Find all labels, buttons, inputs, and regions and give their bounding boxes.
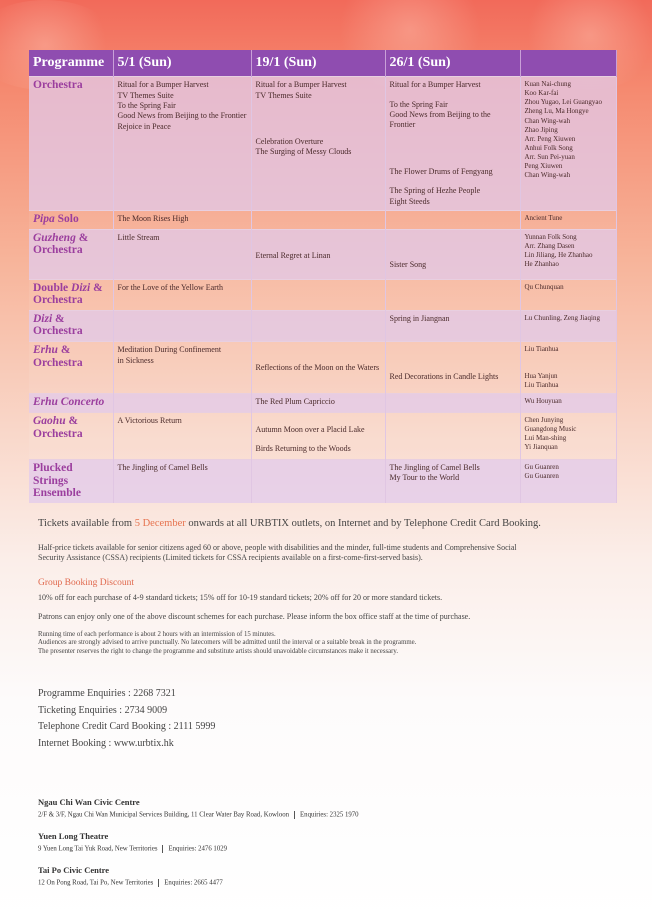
composer-name: Gu Guanren bbox=[524, 463, 559, 472]
piece-title: The Flower Drums of Fengyang bbox=[389, 166, 493, 176]
date-1-cell bbox=[113, 77, 251, 211]
venue-enquiries: Enquiries: 2476 1029 bbox=[168, 845, 228, 853]
date-2-cell bbox=[251, 310, 385, 341]
venue-name: Tai Po Civic Centre bbox=[38, 865, 110, 875]
half-price-info: Half-price tickets available for senior citizens aged 60 or above, people with disabilities and the minder, full-time students and Comprehensive Social Security Assistance (CSSA) recipients (Limited tickets for CSSA recipients available on a first-come-first-served basis). bbox=[38, 543, 517, 563]
date-1-cell bbox=[113, 394, 251, 413]
date-1-cell bbox=[113, 279, 251, 310]
table-row bbox=[29, 394, 616, 413]
divider bbox=[158, 879, 159, 887]
header-composer bbox=[520, 50, 616, 77]
piece-title: in Sickness bbox=[117, 355, 154, 365]
piece-title bbox=[256, 354, 381, 363]
composer-cell bbox=[520, 229, 616, 279]
piece-title: Good News from Beijing to the Frontier bbox=[117, 111, 247, 121]
date-3-cell bbox=[385, 229, 520, 279]
composer-name: Liu Tianhua bbox=[524, 381, 559, 390]
piece-title: Rejoice in Peace bbox=[117, 121, 171, 131]
date-2-cell bbox=[251, 77, 385, 211]
piece-title: The Jingling of Camel Bells bbox=[117, 463, 208, 473]
piece-title: TV Themes Suite bbox=[255, 90, 312, 100]
venue-address: 9 Yuen Long Tai Yuk Road, New Territories bbox=[38, 845, 158, 853]
table-row bbox=[29, 413, 616, 460]
piece-title bbox=[256, 101, 381, 110]
piece-title bbox=[256, 435, 381, 444]
composer-cell bbox=[520, 77, 616, 211]
programme-label: Orchestra bbox=[33, 79, 83, 92]
piece-title: The Jingling of Camel Bells bbox=[389, 463, 480, 473]
venue-name: Yuen Long Theatre bbox=[38, 831, 109, 841]
piece-title bbox=[390, 131, 516, 140]
composer-cell bbox=[520, 210, 616, 229]
divider bbox=[162, 845, 163, 853]
table-row bbox=[29, 342, 616, 394]
venue-name: Ngau Chi Wan Civic Centre bbox=[38, 797, 140, 807]
piece-title bbox=[390, 354, 516, 363]
piece-title: Red Decorations in Candle Lights bbox=[389, 372, 499, 382]
date-2-cell bbox=[251, 460, 385, 503]
date-3-cell bbox=[385, 460, 520, 503]
piece-title bbox=[390, 91, 516, 100]
programme-schedule-table bbox=[29, 50, 617, 503]
programme-cell bbox=[29, 413, 113, 460]
piece-title: Eternal Regret at Linan bbox=[255, 250, 331, 260]
programme-label: Erhu bbox=[33, 344, 58, 357]
patrons-notice: Patrons can enjoy only one of the above discount schemes for each purchase. Please inform the box office staff at the time of purchase. bbox=[38, 612, 471, 621]
piece-title bbox=[390, 242, 516, 251]
header-programme: Programme bbox=[29, 50, 113, 77]
piece-title bbox=[390, 363, 516, 372]
programme-label: & Orchestra bbox=[33, 415, 83, 440]
composer-cell bbox=[520, 394, 616, 413]
piece-title bbox=[256, 416, 381, 425]
date-3-cell bbox=[385, 279, 520, 310]
programme-cell bbox=[29, 229, 113, 279]
venue-address: 12 On Pong Road, Tai Po, New Territories bbox=[38, 879, 154, 887]
piece-title: The Surging of Messy Clouds bbox=[255, 147, 352, 157]
date-2-cell bbox=[251, 279, 385, 310]
piece-title: The Moon Rises High bbox=[117, 213, 189, 223]
composer-name: Lin Jiliang, He Zhanhao bbox=[524, 250, 593, 259]
piece-title: To the Spring Fair bbox=[389, 99, 448, 109]
ticketing-enquiries: Ticketing Enquiries : 2734 9009 bbox=[38, 704, 168, 716]
piece-title: Spring in Jiangnan bbox=[389, 313, 450, 323]
composer-name: Chan Wing-wah bbox=[524, 171, 571, 180]
date-1-cell bbox=[113, 342, 251, 394]
piece-title bbox=[256, 242, 381, 251]
venue-address-line bbox=[38, 879, 223, 887]
piece-title: Ritual for a Bumper Harvest bbox=[389, 80, 481, 90]
programme-label: & Orchestra bbox=[33, 281, 103, 307]
piece-title: Good News from Beijing to the Frontier bbox=[389, 109, 491, 130]
piece-title: Meditation During Confinement bbox=[117, 345, 222, 355]
group-booking-text: 10% off for each purchase of 4-9 standard tickets; 15% off for 10-19 standard tickets; 20% off for 20 or more standard tickets. bbox=[38, 593, 443, 602]
piece-title: For the Love of the Yellow Earth bbox=[117, 282, 224, 292]
piece-title: To the Spring Fair bbox=[117, 100, 176, 110]
programme-cell bbox=[29, 460, 113, 503]
venue-tai-po bbox=[38, 865, 223, 887]
table-row bbox=[29, 460, 616, 503]
header-date-1: 5/1 (Sun) bbox=[113, 50, 251, 77]
date-1-cell bbox=[113, 413, 251, 460]
piece-title: TV Themes Suite bbox=[117, 90, 174, 100]
telephone-booking: Telephone Credit Card Booking : 2111 5999 bbox=[38, 721, 216, 732]
table-row bbox=[29, 210, 616, 229]
programme-cell bbox=[29, 394, 113, 413]
composer-name: Chen Junying bbox=[524, 416, 564, 425]
composer-name: Arr. Zhang Dasen bbox=[524, 241, 575, 250]
date-2-cell bbox=[251, 394, 385, 413]
date-1-cell bbox=[113, 210, 251, 229]
programme-label: Gaohu bbox=[33, 415, 66, 428]
header-date-3: 26/1 (Sun) bbox=[385, 50, 520, 77]
piece-title: Reflections of the Moon on the Waters bbox=[255, 363, 380, 373]
composer-name: Gu Guanren bbox=[524, 472, 559, 481]
piece-title: The Red Plum Capriccio bbox=[255, 397, 335, 407]
programme-label: & Orchestra bbox=[33, 231, 89, 257]
programme-label: Guzheng bbox=[33, 231, 76, 244]
composer-cell bbox=[520, 413, 616, 460]
composer-name: Wu Houyuan bbox=[524, 397, 562, 406]
programme-label: Pipa bbox=[33, 212, 55, 225]
piece-title: Sister Song bbox=[389, 259, 427, 269]
tickets-date: 5 December bbox=[134, 518, 186, 529]
date-3-cell bbox=[385, 342, 520, 394]
programme-label: Erhu Concerto bbox=[33, 396, 105, 409]
piece-title bbox=[390, 149, 516, 158]
programme-cell bbox=[29, 342, 113, 394]
programme-cell bbox=[29, 77, 113, 211]
tickets-availability bbox=[38, 518, 628, 529]
piece-title: The Spring of Hezhe People bbox=[389, 186, 481, 196]
group-booking-title: Group Booking Discount bbox=[38, 578, 135, 588]
programme-cell bbox=[29, 279, 113, 310]
table-header-row bbox=[29, 50, 616, 77]
composer-name: Yi Jianquan bbox=[524, 443, 558, 452]
piece-title bbox=[390, 177, 516, 186]
composer-name: Peng Xiuwen bbox=[524, 162, 563, 171]
piece-title: Birds Returning to the Woods bbox=[255, 444, 351, 454]
date-1-cell bbox=[113, 229, 251, 279]
programme-label: Double bbox=[33, 281, 72, 294]
composer-name: Arr. Peng Xiuwen bbox=[524, 134, 576, 143]
internet-booking[interactable]: Internet Booking : www.urbtix.hk bbox=[38, 737, 174, 749]
piece-title bbox=[390, 251, 516, 260]
programme-label: Solo bbox=[54, 212, 79, 225]
piece-title bbox=[256, 119, 381, 128]
composer-cell bbox=[520, 460, 616, 503]
piece-title: My Tour to the World bbox=[389, 473, 460, 483]
piece-title bbox=[256, 128, 381, 137]
piece-title bbox=[390, 140, 516, 149]
piece-title: Little Stream bbox=[117, 232, 160, 242]
piece-title: A Victorious Return bbox=[117, 416, 182, 426]
tickets-text-end: onwards at all URBTIX outlets, on Internet and by Telephone Credit Card Booking. bbox=[185, 518, 541, 529]
piece-title bbox=[256, 233, 381, 242]
composer-cell bbox=[520, 342, 616, 394]
composer-name: Liu Tianhua bbox=[524, 345, 559, 354]
composer-name: He Zhanhao bbox=[524, 259, 559, 268]
composer-name: Arr. Sun Pei-yuan bbox=[524, 152, 575, 161]
composer-name: Koo Kar-fai bbox=[524, 89, 559, 98]
piece-title: Eight Steeds bbox=[389, 196, 430, 206]
composer-name: Zheng Lu, Ma Hongye bbox=[524, 107, 589, 116]
date-2-cell bbox=[251, 210, 385, 229]
programme-enquiries: Programme Enquiries : 2268 7321 bbox=[38, 688, 176, 699]
date-2-cell bbox=[251, 342, 385, 394]
date-1-cell bbox=[113, 310, 251, 341]
piece-title: Autumn Moon over a Placid Lake bbox=[255, 425, 365, 435]
table-row bbox=[29, 310, 616, 341]
composer-name: Lui Man-shing bbox=[524, 434, 567, 443]
venue-yuen-long bbox=[38, 831, 227, 853]
venue-address-line bbox=[38, 811, 359, 819]
programme-label: Dizi bbox=[33, 312, 53, 325]
programme-label: Plucked Strings Ensemble bbox=[33, 462, 81, 500]
composer-name: Qu Chunquan bbox=[524, 282, 564, 291]
composer-name: Lu Chunling, Zeng Jiaqing bbox=[524, 313, 600, 322]
tickets-text: Tickets available from bbox=[38, 518, 135, 529]
date-2-cell bbox=[251, 413, 385, 460]
composer-name: Kuan Nai-chung bbox=[524, 80, 571, 89]
divider bbox=[294, 811, 295, 819]
table-row bbox=[29, 229, 616, 279]
date-2-cell bbox=[251, 229, 385, 279]
note-line: The presenter reserves the right to change the programme and substitute artists should unavoidable circumstances make it necessary. bbox=[38, 647, 399, 655]
composer-name bbox=[525, 363, 612, 372]
piece-title bbox=[256, 345, 381, 354]
piece-title: Ritual for a Bumper Harvest bbox=[117, 80, 209, 90]
performance-notes bbox=[38, 631, 628, 656]
venue-address: 2/F & 3/F, Ngau Chi Wan Municipal Services Building, 11 Clear Water Bay Road, Kowloon bbox=[38, 811, 290, 819]
composer-name: Zhou Yugao, Lei Guangyao bbox=[524, 98, 602, 107]
header-date-2: 19/1 (Sun) bbox=[251, 50, 385, 77]
composer-name: Guangdong Music bbox=[524, 425, 577, 434]
date-3-cell bbox=[385, 413, 520, 460]
composer-name: Yunnan Folk Song bbox=[524, 232, 577, 241]
programme-label: Dizi bbox=[71, 281, 91, 294]
piece-title bbox=[256, 110, 381, 119]
piece-title bbox=[390, 345, 516, 354]
venue-address-line bbox=[38, 845, 227, 853]
note-line: Running time of each performance is about 2 hours with an intermission of 15 minutes. bbox=[38, 631, 276, 638]
enquiries-list bbox=[38, 686, 628, 752]
composer-name: Hua Yanjun bbox=[524, 372, 558, 381]
programme-cell bbox=[29, 310, 113, 341]
programme-label: & Orchestra bbox=[33, 312, 83, 338]
piece-title bbox=[390, 233, 516, 242]
composer-name: Chan Wing-wah bbox=[524, 116, 571, 125]
piece-title: Celebration Overture bbox=[255, 136, 324, 146]
piece-title: Ritual for a Bumper Harvest bbox=[255, 80, 347, 90]
composer-name: Zhao Jiping bbox=[524, 125, 558, 134]
note-line: Audiences are strongly advised to arrive punctually. No latecomers will be admitted until the interval or a suitable break in the programme. bbox=[38, 639, 417, 647]
date-3-cell bbox=[385, 394, 520, 413]
date-1-cell bbox=[113, 460, 251, 503]
date-3-cell bbox=[385, 310, 520, 341]
programme-label: & Orchestra bbox=[33, 344, 83, 369]
venue-enquiries: Enquiries: 2665 4477 bbox=[164, 879, 223, 887]
venue-ngau-chi-wan bbox=[38, 797, 359, 819]
table-row bbox=[29, 77, 616, 211]
composer-name: Ancient Tune bbox=[524, 213, 563, 222]
date-3-cell bbox=[385, 77, 520, 211]
piece-title bbox=[390, 158, 516, 167]
composer-name bbox=[525, 354, 612, 363]
venue-enquiries: Enquiries: 2325 1970 bbox=[300, 811, 359, 819]
programme-cell bbox=[29, 210, 113, 229]
table-row bbox=[29, 279, 616, 310]
composer-cell bbox=[520, 310, 616, 341]
composer-cell bbox=[520, 279, 616, 310]
date-3-cell bbox=[385, 210, 520, 229]
composer-name: Anhui Folk Song bbox=[524, 143, 573, 152]
